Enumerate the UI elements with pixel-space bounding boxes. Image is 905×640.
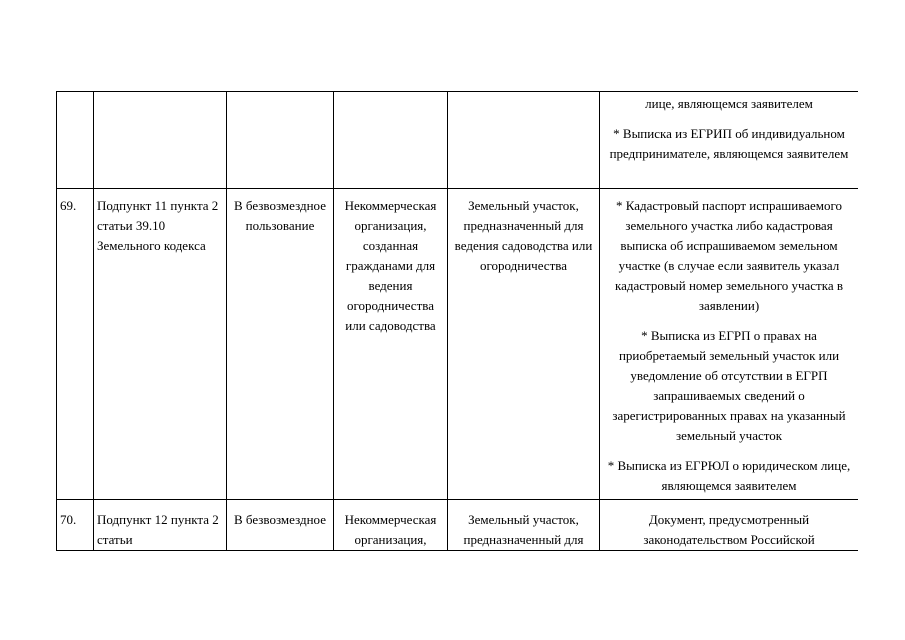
cell-plot-purpose (448, 92, 600, 189)
document-item: * Выписка из ЕГРИП об индивидуальном предпринимателе, являющемся заявителем (609, 126, 849, 161)
cell-number: 70. (57, 500, 94, 551)
table-row-continued (57, 92, 859, 189)
document-item: * Выписка из ЕГРП о правах на приобретаемый земельный участок или уведомление об отсутствии в ЕГРП запрашиваемых сведений о зарегистрированных правах на указанный земельный участок (612, 328, 846, 443)
cell-number: 69. (57, 189, 94, 500)
cell-required-documents (600, 500, 859, 551)
cell-number (57, 92, 94, 189)
cell-right-type: В безвозмездное (227, 500, 334, 551)
document-item: * Кадастровый паспорт испрашиваемого земельного участка либо кадастровая выписка об испрашиваемом земельном участке (в случае если заявитель указал кадастровый номер земельного участка в заявлении) (615, 198, 843, 313)
cell-applicant: Некоммерческая организация, (334, 500, 448, 551)
cell-applicant (334, 92, 448, 189)
document-table-container (56, 91, 858, 578)
cell-right-type: В безвозмездное пользование (227, 189, 334, 500)
cell-plot-purpose: Земельный участок, предназначенный для ведения садоводства или огородничества (448, 189, 600, 500)
cell-legal-basis (94, 92, 227, 189)
table-row (57, 500, 859, 551)
document-item: лице, являющемся заявителем (645, 96, 813, 111)
cell-legal-basis: Подпункт 12 пункта 2 статьи (94, 500, 227, 551)
land-plot-documents-table (56, 91, 858, 551)
document-item: * Выписка из ЕГРЮЛ о юридическом лице, являющемся заявителем (607, 458, 851, 493)
cell-required-documents (600, 189, 859, 500)
cell-applicant: Некоммерческая организация, созданная гражданами для ведения огородничества или садоводства (334, 189, 448, 500)
cell-required-documents (600, 92, 859, 189)
cell-right-type (227, 92, 334, 189)
cell-plot-purpose: Земельный участок, предназначенный для (448, 500, 600, 551)
document-item: Документ, предусмотренный законодательством Российской (643, 512, 815, 547)
cell-legal-basis: Подпункт 11 пункта 2 статьи 39.10 Земельного кодекса (94, 189, 227, 500)
table-row (57, 189, 859, 500)
